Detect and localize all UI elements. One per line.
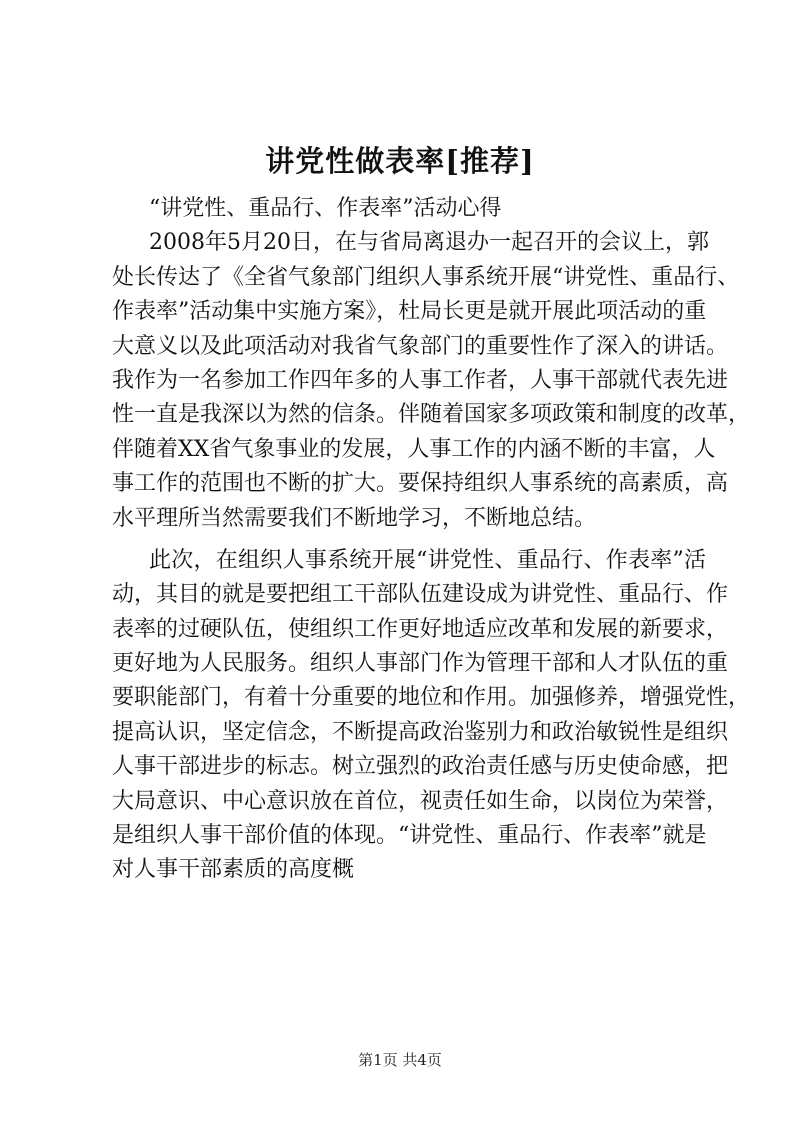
document-subtitle: “讲党性、重品行、作表率”活动心得 bbox=[149, 196, 502, 221]
page-footer: 第1页 共4页 bbox=[358, 1051, 442, 1069]
text-line: 大意义以及此项活动对我省气象部门的重要性作了深入的讲话。 bbox=[112, 333, 729, 359]
text-line: 表率的过硬队伍，使组织工作更好地适应改革和发展的新要求， bbox=[112, 616, 729, 642]
text-line: 对人事干部素质的高度概 bbox=[112, 857, 355, 883]
text-line: 水平理所当然需要我们不断地学习，不断地总结。 bbox=[112, 505, 597, 531]
text-line: 大局意识、中心意识放在首位，视责任如生命，以岗位为荣誉， bbox=[112, 788, 729, 814]
document-body bbox=[112, 192, 751, 888]
text-line: 人事干部进步的标志。树立强烈的政治责任感与历史使命感，把 bbox=[112, 754, 729, 780]
text-line: 性一直是我深以为然的信条。伴随着国家多项政策和制度的改革， bbox=[112, 402, 751, 428]
paragraph-2 bbox=[112, 544, 751, 888]
text-line: 更好地为人民服务。组织人事部门作为管理干部和人才队伍的重 bbox=[112, 651, 729, 677]
text-line: 动，其目的就是要把组工干部队伍建设成为讲党性、重品行、作 bbox=[112, 582, 729, 608]
document-title: 讲党性做表率[推荐] bbox=[265, 144, 535, 178]
text-line: 作表率”活动集中实施方案》，杜局长更是就开展此项活动的重 bbox=[112, 299, 707, 325]
text-line: 伴随着XX省气象事业的发展，人事工作的内涵不断的丰富，人 bbox=[112, 436, 716, 462]
text-line: 此次，在组织人事系统开展“讲党性、重品行、作表率”活 bbox=[149, 547, 706, 573]
text-line: 我作为一名参加工作四年多的人事工作者，人事干部就代表先进 bbox=[112, 367, 729, 393]
text-line: 处长传达了《全省气象部门组织人事系统开展“讲党性、重品行、 bbox=[112, 264, 740, 290]
text-line: 提高认识，坚定信念，不断提高政治鉴别力和政治敏锐性是组织 bbox=[112, 719, 729, 745]
text-line: 是组织人事干部价值的体现。“讲党性、重品行、作表率”就是 bbox=[112, 823, 707, 849]
text-line: 要职能部门，有着十分重要的地位和作用。加强修养，增强党性， bbox=[112, 685, 751, 711]
text-line: 2008年5月20日，在与省局离退办一起召开的会议上，郭 bbox=[149, 230, 709, 256]
paragraph-1 bbox=[112, 226, 751, 536]
text-line: 事工作的范围也不断的扩大。要保持组织人事系统的高素质，高 bbox=[112, 471, 729, 497]
